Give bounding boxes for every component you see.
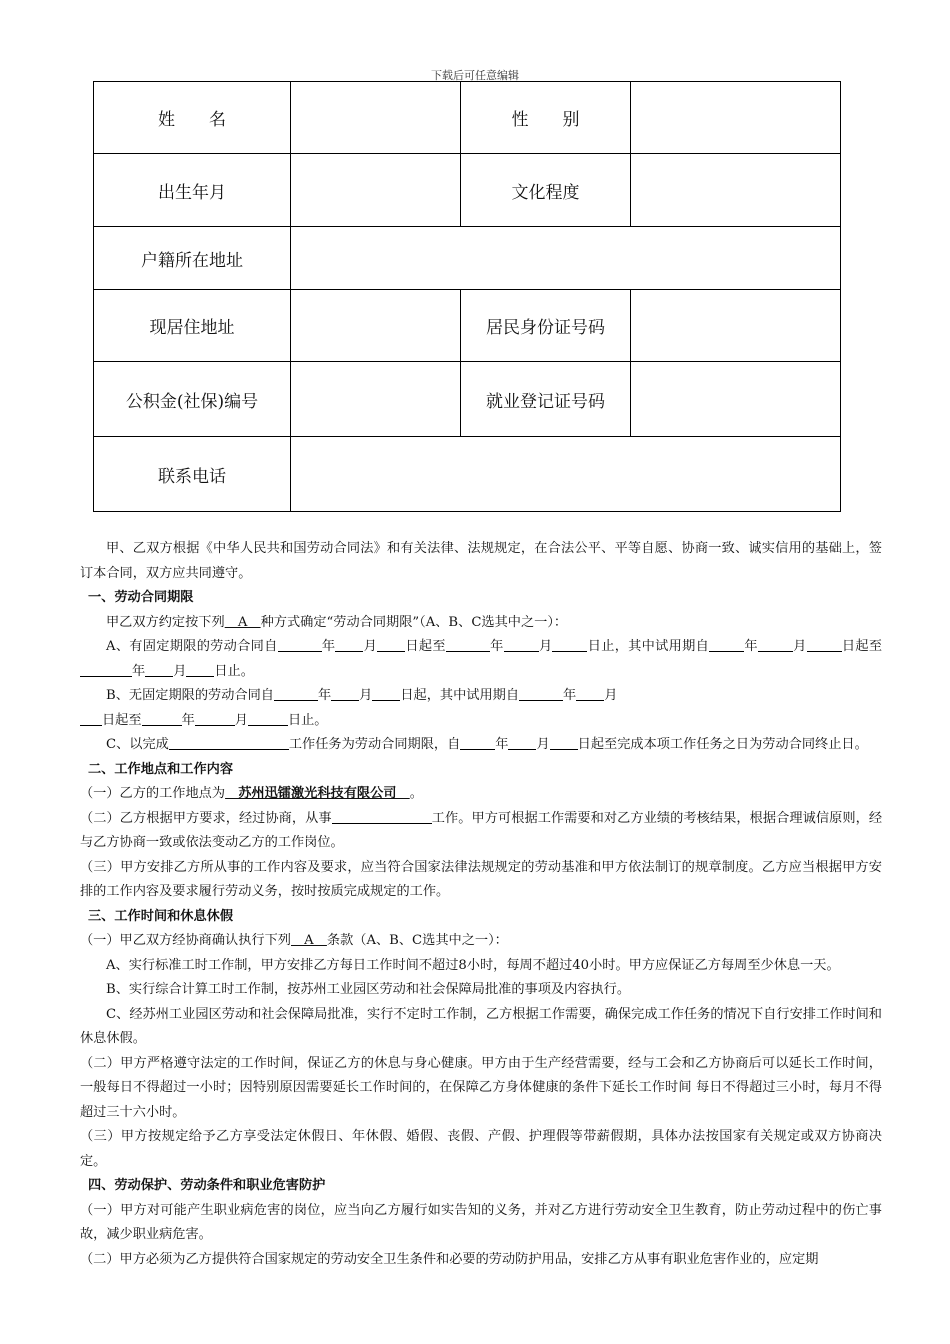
s2-requirements: （三）甲方安排乙方所从事的工作内容及要求，应当符合国家法律法规规定的劳动基准和甲方依法制订的规章制度。乙方应当根据甲方安排的工作内容及要求履行劳动义务，按时按质完成规定的工作。 xyxy=(80,859,882,899)
education-label: 文化程度 xyxy=(461,154,631,227)
header-note: 下载后可任意编辑 xyxy=(431,69,519,82)
s2-job: （二）乙方根据甲方要求，经过协商，从事 工作。甲方可根据工作需要和对乙方业绩的考核结果，根据合理诚信原则，经与乙方协商一致或依法变动乙方的工作岗位。 xyxy=(80,810,883,850)
s1-option-c: C、以完成 工作任务为劳动合同期限，自 年 月 日起至完成本项工作任务之日为劳动合同终止日。 xyxy=(106,737,868,752)
section-4-title: 四、劳动保护、劳动条件和职业危害防护 xyxy=(88,1178,326,1193)
s3-option-c: C、经苏州工业园区劳动和社会保障局批准，实行不定时工作制，乙方根据工作需要，确保完成工作任务的情况下自行安排工作时间和休息休假。 xyxy=(80,1006,882,1046)
s4-hazard-notice: （一）甲方对可能产生职业病危害的岗位，应当向乙方履行如实告知的义务，并对乙方进行劳动安全卫生教育，防止劳动过程中的伤亡事故，减少职业病危害。 xyxy=(80,1202,882,1242)
id-label: 居民身份证号码 xyxy=(461,290,631,362)
fund-field[interactable] xyxy=(291,362,461,437)
personal-info-table xyxy=(93,81,841,512)
phone-label: 联系电话 xyxy=(94,437,291,512)
id-field[interactable] xyxy=(631,290,841,362)
s3-option-a: A、实行标准工时工作制，甲方安排乙方每日工作时间不超过8小时，每周不超过40小时。甲方应保证乙方每周至少休息一天。 xyxy=(106,957,840,973)
household-label: 户籍所在地址 xyxy=(94,227,291,290)
employment-field[interactable] xyxy=(631,362,841,437)
fund-label: 公积金(社保)编号 xyxy=(94,362,291,437)
gender-field[interactable] xyxy=(631,82,841,154)
s4-protection: （二）甲方必须为乙方提供符合国家规定的劳动安全卫生条件和必要的劳动防护用品，安排乙方从事有职业危害作业的，应定期 xyxy=(80,1251,819,1267)
s1-option-a: A、有固定期限的劳动合同自 年 月 日起至 年 月 日止，其中试用期自 年 月 日起至年 月 日止。 xyxy=(80,635,882,684)
residence-label: 现居住地址 xyxy=(94,290,291,362)
section-1-title: 一、劳动合同期限 xyxy=(88,590,194,605)
name-label: 姓 名 xyxy=(94,82,291,154)
s3-choice-line: （一）甲乙双方经协商确认执行下列 A 条款（A、B、C选其中之一）： xyxy=(80,933,508,948)
employment-label: 就业登记证号码 xyxy=(461,362,631,437)
household-field[interactable] xyxy=(291,227,841,290)
s3-choice-value[interactable]: A xyxy=(291,933,327,948)
contract-body xyxy=(80,537,882,1272)
s3-working-hours: （二）甲方严格遵守法定的工作时间，保证乙方的休息与身心健康。甲方由于生产经营需要，经与工会和乙方协商后可以延长工作时间，一般每日不得超过一小时；因特别原因需要延长工作时间的，在保障乙方身体健康的条件下延长工作时间 每日不得超过三小时，每月不得超过三十六小时。 xyxy=(80,1055,882,1120)
s2-work-location: （一）乙方的工作地点为 苏州迅镭激光科技有限公司 。 xyxy=(80,786,423,801)
birth-label: 出生年月 xyxy=(94,154,291,227)
education-field[interactable] xyxy=(631,154,841,227)
s3-holidays: （三）甲方按规定给予乙方享受法定休假日、年休假、婚假、丧假、产假、护理假等带薪假期，具体办法按国家有关规定或双方协商决定。 xyxy=(80,1129,882,1169)
phone-field[interactable] xyxy=(291,437,841,512)
gender-label: 性 别 xyxy=(461,82,631,154)
section-2-title: 二、工作地点和工作内容 xyxy=(88,761,234,777)
s3-option-b: B、实行综合计算工时工作制，按苏州工业园区劳动和社会保障局批准的事项及内容执行。 xyxy=(106,982,630,997)
s1-choice-line: 甲乙双方约定按下列 A 种方式确定“劳动合同期限”（A、B、C选其中之一）： xyxy=(106,614,568,630)
name-field[interactable] xyxy=(291,82,461,154)
intro-paragraph: 甲、乙双方根据《中华人民共和国劳动合同法》和有关法律、法规规定，在合法公平、平等自愿、协商一致、诚实信用的基础上，签订本合同，双方应共同遵守。 xyxy=(80,541,882,581)
s1-choice-value[interactable]: A xyxy=(224,614,261,630)
company-name: 苏州迅镭激光科技有限公司 xyxy=(225,786,410,801)
section-3-title: 三、工作时间和休息休假 xyxy=(88,908,234,924)
s1-option-b: B、无固定期限的劳动合同自 年 月 日起，其中试用期自 年 月 日起至 年 月 日止。 xyxy=(80,684,882,733)
birth-field[interactable] xyxy=(291,154,461,227)
residence-field[interactable] xyxy=(291,290,461,362)
